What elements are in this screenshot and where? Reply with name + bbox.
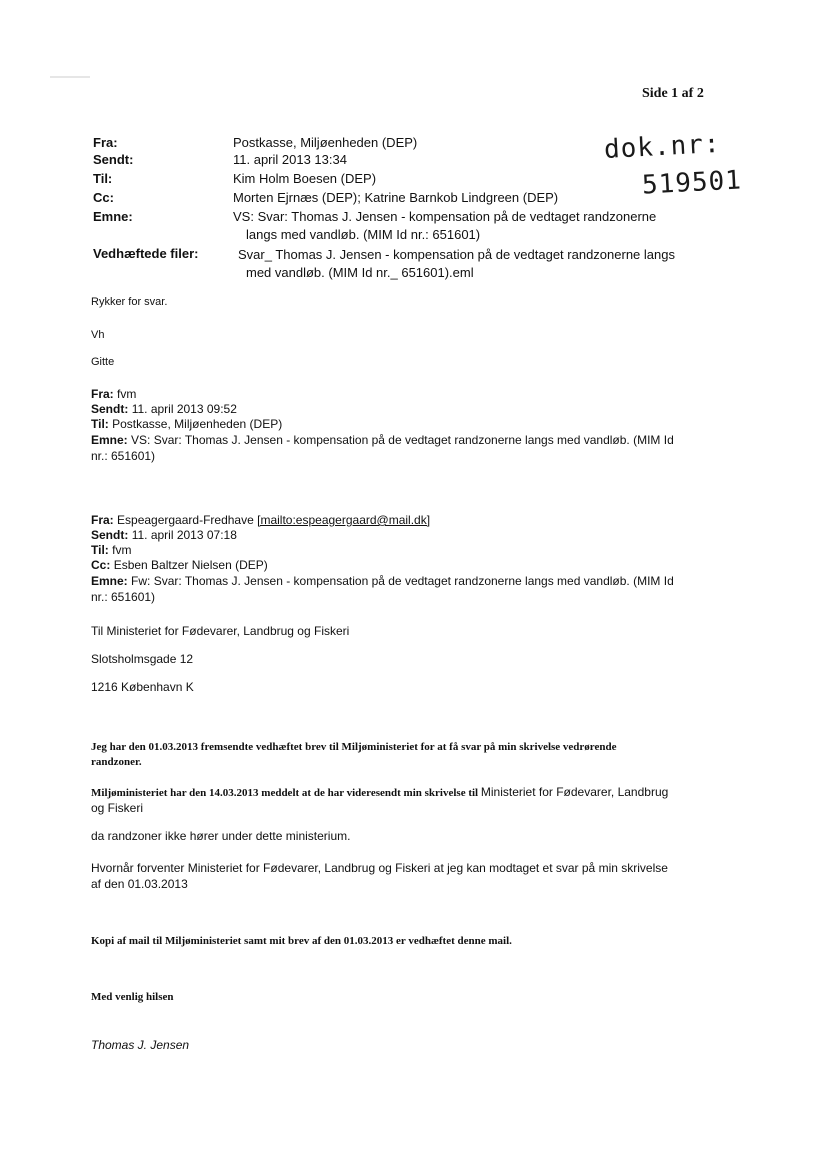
letter-address-line2: Slotsholmsgade 12 <box>91 652 194 666</box>
fwd2-from-label: Fra: <box>91 513 114 527</box>
fwd1-subject-line2: nr.: 651601) <box>91 449 156 463</box>
letter-closing: Med venlig hilsen <box>91 991 174 1003</box>
to-label: Til: <box>93 171 113 186</box>
letter-paragraph2-line1 <box>91 785 668 799</box>
fwd1-sent-label: Sendt: <box>91 402 129 416</box>
fwd2-cc: Esben Baltzer Nielsen (DEP) <box>113 558 268 572</box>
fwd2-sent-label: Sendt: <box>91 528 129 542</box>
attachment-line1[interactable]: Svar_ Thomas J. Jensen - kompensation på de vedtaget randzonerne langs <box>238 247 675 262</box>
fwd2-cc-label: Cc: <box>91 558 111 572</box>
sent-label: Sendt: <box>93 152 134 167</box>
body-text-reminder: Rykker for svar. <box>91 296 168 308</box>
fwd1-from-label: Fra: <box>91 387 114 401</box>
fwd2-mailto-link[interactable]: [mailto:espeagergaard@mail.dk] <box>257 513 431 527</box>
fwd2-sent: 11. april 2013 07:18 <box>131 528 237 542</box>
fwd1-subject-label: Emne: <box>91 433 128 447</box>
scan-smudge <box>50 76 90 78</box>
cc-label: Cc: <box>93 190 114 205</box>
fwd2-subject-line2: nr.: 651601) <box>91 590 156 604</box>
fwd2-from: Espeagergaard-Fredhave <box>117 513 254 527</box>
sent-value: 11. april 2013 13:34 <box>233 152 347 167</box>
letter-signature: Thomas J. Jensen <box>91 1038 190 1052</box>
to-value: Kim Holm Boesen (DEP) <box>233 171 377 186</box>
fwd2-to: fvm <box>112 543 132 557</box>
handwritten-doc-number: 519501 <box>641 165 743 201</box>
fwd1-subject-line1: VS: Svar: Thomas J. Jensen - kompensation på de vedtaget randzonerne langs med vandløb. (MIM Id <box>131 433 674 447</box>
letter-paragraph4-line2: af den 01.03.2013 <box>91 877 188 891</box>
from-value: Postkasse, Miljøenheden (DEP) <box>233 135 418 150</box>
subject-value-line1: VS: Svar: Thomas J. Jensen - kompensation på de vedtaget randzonerne <box>233 209 657 224</box>
letter-address-line1: Til Ministeriet for Fødevarer, Landbrug og Fiskeri <box>91 624 350 638</box>
letter-paragraph2-serif-part: Miljøministeriet har den 14.03.2013 meddelt at de har videresendt min skrivelse til <box>91 787 479 799</box>
letter-paragraph5: Kopi af mail til Miljøministeriet samt mit brev af den 01.03.2013 er vedhæftet denne mail. <box>91 935 512 947</box>
attachments-label: Vedhæftede filer: <box>93 246 199 261</box>
attachment-line2[interactable]: med vandløb. (MIM Id nr._ 651601).eml <box>246 265 474 280</box>
cc-value: Morten Ejrnæs (DEP); Katrine Barnkob Lindgreen (DEP) <box>233 190 559 205</box>
body-text-greeting: Vh <box>91 329 105 341</box>
letter-paragraph2-sans-part: Ministeriet for Fødevarer, Landbrug <box>480 785 669 799</box>
letter-paragraph1-line2: randzoner. <box>91 756 142 768</box>
handwritten-doc-label: dok.nr: <box>603 128 722 166</box>
fwd1-to: Postkasse, Miljøenheden (DEP) <box>112 417 283 431</box>
body-text-sender-name: Gitte <box>91 356 115 368</box>
fwd1-sent: 11. april 2013 09:52 <box>131 402 237 416</box>
fwd1-from: fvm <box>117 387 137 401</box>
subject-value-line2: langs med vandløb. (MIM Id nr.: 651601) <box>246 227 481 242</box>
letter-address-line3: 1216 København K <box>91 680 194 694</box>
fwd1-to-label: Til: <box>91 417 109 431</box>
from-label: Fra: <box>93 135 118 150</box>
subject-label: Emne: <box>93 209 133 224</box>
page-number: Side 1 af 2 <box>642 86 704 101</box>
letter-paragraph1-line1: Jeg har den 01.03.2013 fremsendte vedhæftet brev til Miljøministeriet for at få svar på min skrivelse vedrørende <box>91 741 617 753</box>
fwd2-to-label: Til: <box>91 543 109 557</box>
letter-paragraph2-line2: og Fiskeri <box>91 801 144 815</box>
letter-paragraph4-line1: Hvornår forventer Ministeriet for Fødevarer, Landbrug og Fiskeri at jeg kan modtaget et svar på min skrivelse <box>91 861 668 875</box>
fwd2-subject-line1: Fw: Svar: Thomas J. Jensen - kompensation på de vedtaget randzonerne langs med vandløb. (MIM Id <box>131 574 674 588</box>
letter-paragraph3: da randzoner ikke hører under dette ministerium. <box>91 829 351 843</box>
fwd2-subject-label: Emne: <box>91 574 128 588</box>
